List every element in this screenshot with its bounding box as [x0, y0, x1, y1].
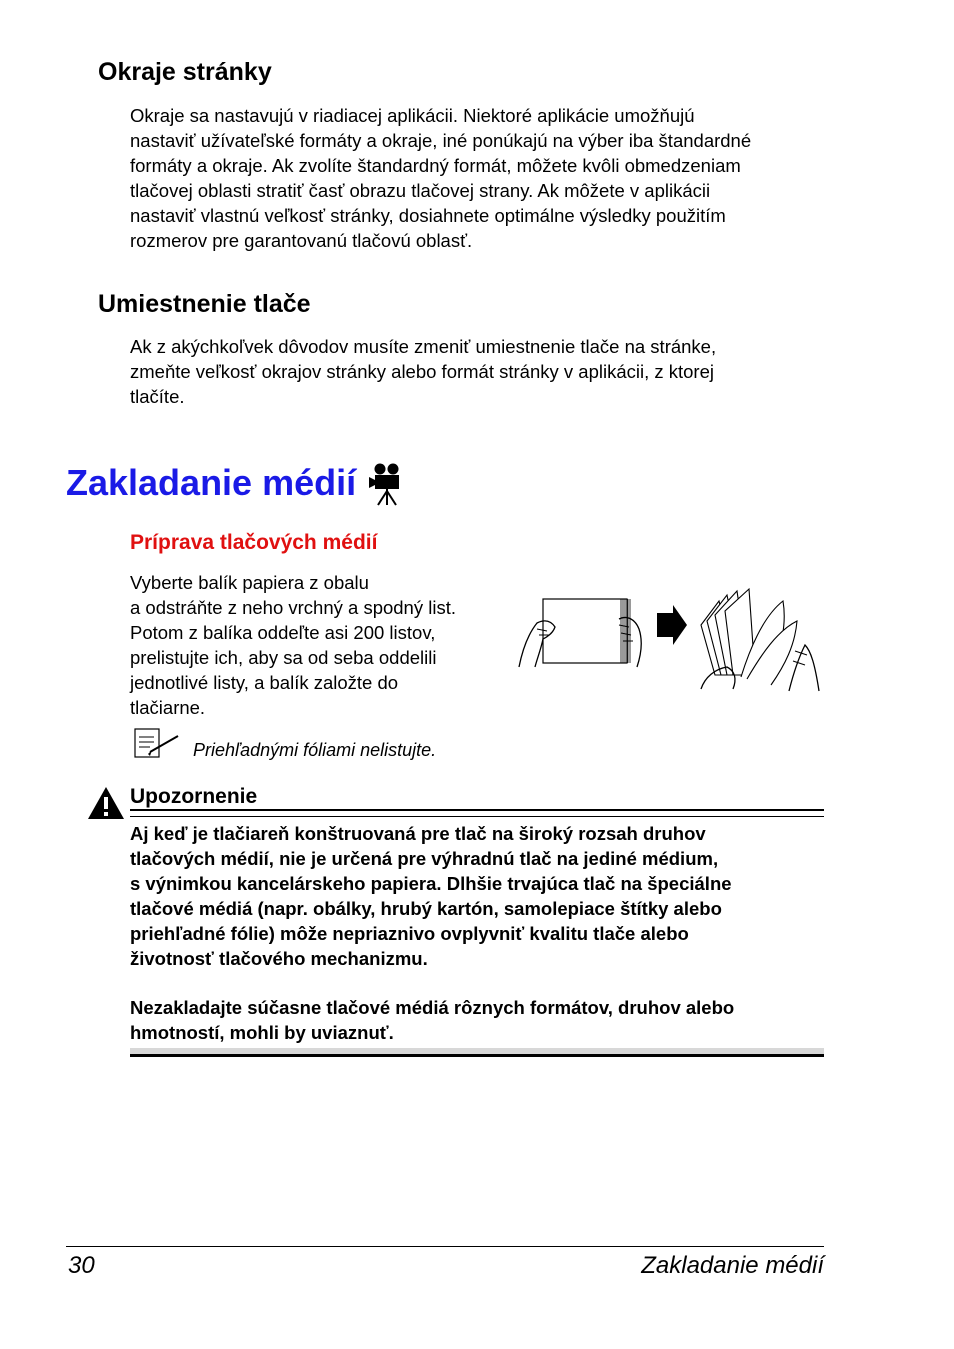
video-camera-icon	[369, 462, 405, 506]
note-text: Priehľadnými fóliami nelistujte.	[193, 740, 437, 760]
warning-title: Upozornenie	[130, 785, 258, 808]
warning-paragraph-1: Aj keď je tlačiareň konštruovaná pre tlač na široký rozsah druhov tlačových médií, nie je určená pre výhradnú tlač na jediné médium, s výnimkou kancelárskeho papiera. Dlhšie trvajúca tlač na špeciálne tlačové médiá (napr. obálky, hrubý kartón, samolepiace štítky alebo priehľadné fólie) môže nepriaznivo ovplyvniť kvalitu tlače alebo životnosť tlačového mechanizmu.	[130, 823, 732, 969]
subheading-media-preparation: Príprava tlačových médií	[130, 531, 378, 554]
chapter-title: Zakladanie médií	[66, 462, 357, 503]
footer-title: Zakladanie médií	[641, 1252, 824, 1279]
media-preparation-paragraph: Vyberte balík papiera z obalu a odstráňte z neho vrchný a spodný list. Potom z balíka oddeľte asi 200 listov, prelistujte ich, aby sa od seba oddelili jednotlivé listy, a balík založte do tlačiarne.	[130, 572, 456, 718]
section-heading-print-position: Umiestnenie tlače	[98, 290, 311, 318]
print-position-paragraph: Ak z akýchkoľvek dôvodov musíte zmeniť umiestnenie tlače na stránke, zmeňte veľkosť okrajov stránky alebo formát stránky v aplikácii, z ktorej tlačíte.	[130, 336, 717, 407]
section-heading-margins: Okraje stránky	[98, 58, 272, 86]
warning-top-rule-thin	[130, 816, 824, 817]
warning-icon	[87, 786, 125, 820]
note-icon	[134, 728, 180, 760]
warning-top-rule	[130, 809, 824, 811]
margins-paragraph: Okraje sa nastavujú v riadiacej aplikácii. Niektoré aplikácie umožňujú nastaviť užívateľské formáty a okraje, iné ponúkajú na výber iba štandardné formáty a okraje. Ak zvolíte štandardný formát, môžete kvôli obmedzeniam tlačovej oblasti stratiť časť obrazu tlačovej strany. Ak môžete v aplikácii nastaviť vlastnú veľkosť stránky, dosiahnete optimálne výsledky použitím rozmerov pre garantovanú tlačovú oblasť.	[130, 105, 752, 251]
paper-fanning-illustration	[515, 585, 825, 697]
footer-rule	[66, 1246, 824, 1247]
warning-paragraph-2: Nezakladajte súčasne tlačové médiá rôznych formátov, druhov alebo hmotností, mohli by uviaznuť.	[130, 997, 735, 1043]
warning-bottom-rule-dark	[130, 1054, 824, 1057]
page-number: 30	[68, 1252, 95, 1279]
